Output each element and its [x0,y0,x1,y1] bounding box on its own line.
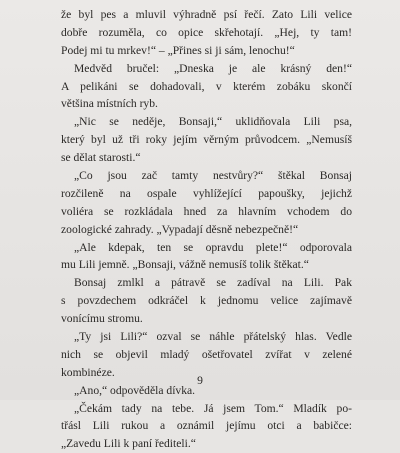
text-line: že byl pes a mluvil výhradně psí řečí. Zato Lili velice [61,8,352,21]
text-line: se dělat starosti.“ [61,151,141,165]
text-line: „Ty jsi Lili?“ ozval se náhle přátelský hlas. Vedle [74,330,352,344]
text-line: většina místních ryb. [61,97,158,111]
text-line: třásl Lili rukou a oznámil jejímu otci a babičce: [61,419,352,433]
paragraph [61,60,352,114]
text-line: „Ano,“ odpověděla dívka. [74,383,196,397]
text-line: „Co jsou zač tamty nestvůry?“ štěkal Bonsaj [74,169,352,183]
paragraph [61,239,352,275]
text-line: zoologické zahrady. „Vypadají děsně nebezpečně!“ [61,222,299,236]
text-line: rozčileně na ospale vyhlížející papoušky, jejichž [61,186,352,200]
paragraph [61,400,352,453]
paragraph [61,113,352,167]
text-line: Podej mi tu mrkev!“ – „Přines si ji sám, lenochu!“ [61,43,295,57]
text-line: nich se objevil mladý ošetřovatel zvířat v zelené [61,347,352,361]
text-line: „Čekám tady na tebe. Já jsem Tom.“ Mladík po- [74,401,352,415]
text-line: vonícímu stromu. [61,312,143,326]
paragraph [61,6,352,60]
text-line: dobře rozuměla, co opice skřehotají. „Hej, ty tam! [61,25,352,39]
text-line: voliéra se rozkládala hned za hlavním vchodem do [61,204,352,218]
text-line: kombinéze. [61,365,115,379]
paragraph [61,167,352,239]
text-line: „Zavedu Lili k paní řediteli.“ [61,437,196,451]
page-number: 9 [197,374,203,387]
text-line: Bonsaj zmlkl a pátravě se zadíval na Lili. Pak [74,276,352,290]
text-line: s povzdechem odkráčel k jednomu velice zajímavě [61,294,352,308]
paragraph [61,274,352,328]
text-line: Medvěd bručel: „Dneska je ale krásný den!“ [74,61,352,75]
text-line: který byl už tři roky jejím věrným průvodcem. „Nemusíš [61,133,352,147]
text-line: A pelikáni se dohadovali, v kterém zobáku skončí [61,79,352,93]
text-line: „Ale kdepak, ten se opravdu plete!“ odporovala [74,240,352,254]
text-line: „Nic se neděje, Bonsaji,“ uklidňovala Lili psa, [74,115,352,129]
text-line: mu Lili jemně. „Bonsaji, vážně nemusíš tolik štěkat.“ [61,258,309,272]
